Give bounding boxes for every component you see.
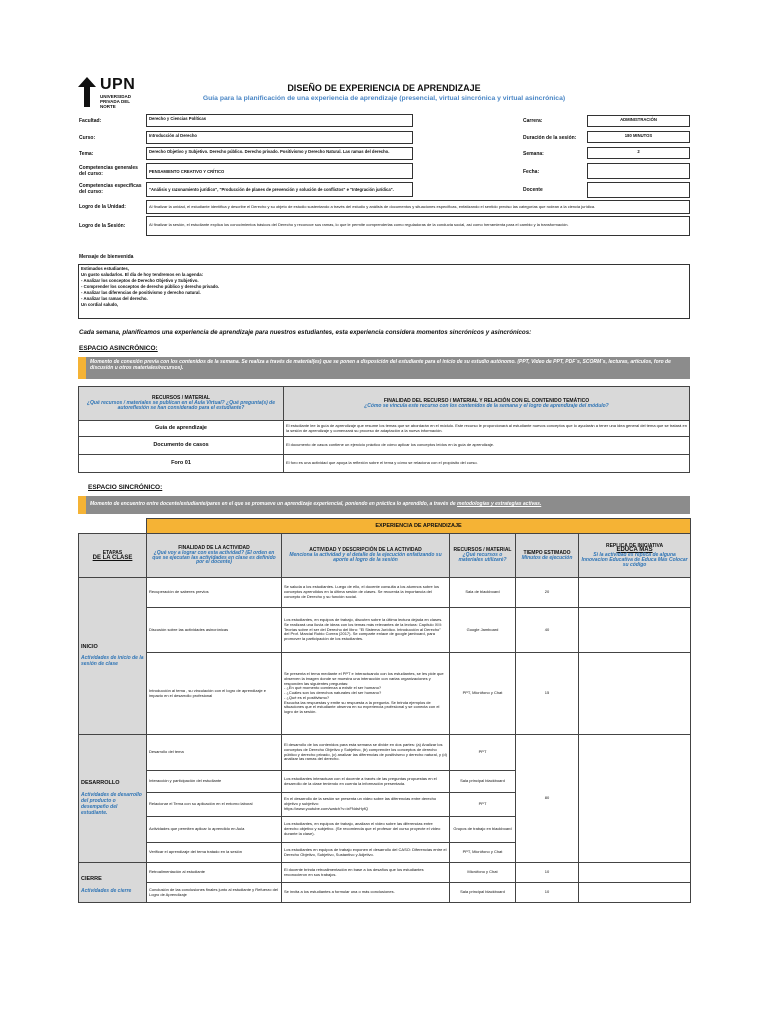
etapas-title: ETAPAS <box>102 549 123 556</box>
intro-line: Cada semana, planificamos una experiencia de aprendizaje para nuestros estudiantes, esta experiencia considera momentos sincrónicos y asincrónicos: <box>79 329 532 336</box>
curso-field: Introducción al Derecho <box>146 131 413 144</box>
tema-label: Tema: <box>79 151 94 157</box>
act-cell: Los estudiantes, en equipos de trabajo, discuten sobre la última lectura dejada en clases. Se realizará una lluvia de ideas con los temas más relevantes de la lectura: Capítulo XIII: Teorías sobre el ser del Derecho del libro: "El Sistema Jurídico. Introducción al Derecho" del Prof. Marcial Rubio Correa (2017). Se comparte enlace de google jamboard, para promover la participación de los estudiantes. <box>282 608 450 653</box>
fin-cell: Recuperación de saberes previos <box>147 578 282 608</box>
carrera-field: ADMINISTRACIÓN <box>587 115 690 127</box>
act-cell: El docente brinda retroalimentación en base a los desafíos que los estudiantes reconocieron en sus trabajos. <box>282 863 450 883</box>
table-row <box>79 735 691 771</box>
table-row <box>79 608 691 653</box>
replica-cell <box>579 883 691 903</box>
bienvenida-label: Mensaje de bienvenida <box>79 254 134 260</box>
col1-title: RECURSOS / MATERIAL <box>152 395 210 402</box>
comp-esp-label: Competencias específicas del curso: <box>79 183 142 195</box>
replica-cell <box>579 608 691 653</box>
finalidad-cell: El estudiante lee la guía de aprendizaje que resume los temas que se abordarán en el módulo. Este recurso le proporcionará al estudiante nuevos conceptos que lo ayudarán a tener una idea general del tema que se tratará en la sesión de aprendizaje y comenzará su proceso de adaptación a la nueva información. <box>284 421 690 437</box>
replica-cell <box>579 735 691 863</box>
facultad-field: Derecho y Ciencias Políticas <box>146 114 413 127</box>
tiempo-title: TIEMPO ESTIMADO <box>523 549 571 556</box>
finalidad-sub: ¿Qué voy a lograr con esta actividad? (El orden en que se ejecutan las actividades en clase es definido por el docente) <box>152 549 276 566</box>
fin-cell: Relacionar el Tema con su aplicación en el entorno laboral <box>147 793 282 817</box>
inicio-stage <box>79 578 147 735</box>
fin-cell: Conclusión de las conclusiones finales junto al estudiante y Refuerzo del Logro de Aprendizaje <box>147 883 282 903</box>
comp-gen-field: PENSAMIENTO CREATIVO Y CRÍTICO <box>146 163 413 179</box>
act-cell: Se presenta el tema mediante el PPT e interactuando con los estudiantes, se les pide que observen la imagen donde se muestra una interacción con varias organizaciones y responden las siguientes preguntas: - ¿En qué momento comienza a existir el ser humano? - ¿Cuáles son los derechos naturales del ser humano? - ¿Qué es el positivismo? Escucha las respuestas y emite su respuesta a la pregunta. Se brinda ejemplos de situaciones que el estudiante observa en su experiencia profesional y se conecta con el logro de la sesión. <box>282 653 450 735</box>
stage-name: INICIO <box>81 643 98 650</box>
bienvenida-line: - Comprender los conceptos de derecho público y derecho privado. <box>81 284 220 289</box>
fin-cell: Interacción y participación del estudiante <box>147 771 282 793</box>
fin-cell: Actividades que permiten aplicar lo aprendido en Aula <box>147 817 282 843</box>
fin-cell: Discusión sobre las actividades asincrónicas <box>147 608 282 653</box>
docente-label: Docente <box>523 187 543 193</box>
time-cell: 15 <box>516 653 579 735</box>
asincrono-table <box>78 386 690 473</box>
table-row <box>79 863 691 883</box>
stage-desc: Actividades de desarrollo del producto o desempeño del estudiante. <box>81 791 142 816</box>
fecha-label: Fecha: <box>523 169 540 175</box>
col2-sub: ¿Cómo se vincula este recurso con los contenidos de la semana y el logro de aprendizaje del módulo? <box>364 402 609 409</box>
carrera-label: Carrera: <box>523 118 543 124</box>
asincrono-title: ESPACIO ASINCRÓNICO: <box>79 345 158 352</box>
fecha-field[interactable] <box>587 163 690 179</box>
rec-cell: Sala principal blackboard <box>450 883 516 903</box>
rec-cell: PPT <box>450 735 516 771</box>
act-cell: Los estudiantes, en equipos de trabajo, analizan el video sobre las diferencias entre derecho objetivo y subjetivo. (Se recomienda que el profesor del curso proyecte el video durante la clase). <box>282 817 450 843</box>
docente-field[interactable] <box>587 182 690 198</box>
time-cell: 40 <box>516 608 579 653</box>
table-row <box>79 653 691 735</box>
replica-sub: Si la actividad es réplica de alguna Innovacion Educativa de Educa Más Colocar su código <box>581 552 688 568</box>
recurso-cell: Foro 01 <box>79 455 284 473</box>
band-stripe <box>78 357 86 379</box>
finalidad-cell: El documento de casos contiene un ejercicio práctico de cómo aplicar los conceptos leídos en la guía de aprendizaje. <box>284 437 690 455</box>
act-cell: Los estudiantes en equipos de trabajo exponen el desarrollo del CASO: Diferencias entre el Derecho Objetivo, Subjetivo, Sustantivo y Adjetivo. <box>282 843 450 863</box>
stage-desc: Actividades de cierre <box>81 887 132 894</box>
tiempo-sub: Minutos de ejecución <box>521 554 573 561</box>
sincrono-band <box>78 496 690 514</box>
replica-cell <box>579 863 691 883</box>
cierre-stage <box>79 863 147 903</box>
rec-cell: Google Jamboard <box>450 608 516 653</box>
finalidad-title: FINALIDAD DE LA ACTIVIDAD <box>178 544 250 551</box>
logro-unidad-label: Logro de la Unidad: <box>79 204 126 210</box>
actividad-header <box>282 534 450 578</box>
col2-title: FINALIDAD DEL RECURSO / MATERIAL Y RELACIÓN CON EL CONTENIDO TEMÁTICO <box>383 397 590 404</box>
time-cell: 10 <box>516 883 579 903</box>
facultad-label: Facultad: <box>79 118 102 124</box>
bienvenida-message <box>78 264 690 319</box>
logo-subtext: UNIVERSIDAD PRIVADA DEL NORTE <box>100 94 132 109</box>
table-row <box>79 437 690 455</box>
page-title: DISEÑO DE EXPERIENCIA DE APRENDIZAJE <box>287 83 481 93</box>
act-cell: Se saluda a los estudiantes. Luego de ello, el docente consulta a los alumnos sobre los conceptos aprendidos en la última sesión de clases. Se recuerda la importancia del concepto de Derecho y su función social. <box>282 578 450 608</box>
replica-title: REPLICA DE INICIATIVA <box>605 542 664 549</box>
col1-sub: ¿Qué recursos / materiales se publican en el Aula Virtual? ¿Qué pregunta(s) de autoreflexión se han considerado para el estudiante? <box>86 400 275 411</box>
semana-field: 2 <box>587 147 690 159</box>
bienvenida-line: Un cordial saludo, <box>81 302 119 307</box>
rec-cell: PPT <box>450 793 516 817</box>
rec-cell: Sala principal blackboard <box>450 771 516 793</box>
replica-cell <box>579 578 691 608</box>
act-cell: Los estudiantes interactuan con el docente a través de las preguntas propuestas en el desarrollo de la clase teniendo en cuenta la información presentada. <box>282 771 450 793</box>
etapas-title2: DE LA CLASE <box>92 554 133 561</box>
fin-cell: Desarrollo del tema <box>147 735 282 771</box>
replica-title2: EDUCA MÁS <box>616 547 653 554</box>
replica-cell <box>579 653 691 735</box>
duracion-field: 180 MINUTOS <box>587 131 690 143</box>
bienvenida-line: Estimados estudiantes, <box>81 266 129 271</box>
semana-label: Semana: <box>523 151 544 157</box>
asincrono-band <box>78 357 690 379</box>
rec-cell: PPT, Micrófono y Chat <box>450 843 516 863</box>
comp-gen-label: Competencias generales del curso: <box>79 165 138 177</box>
sincrono-table <box>78 518 691 903</box>
time-cell: 10 <box>516 863 579 883</box>
bienvenida-line: Un gusto saludarlos. El día de hoy tendremos en la agenda: <box>81 272 204 277</box>
desarrollo-stage <box>79 735 147 863</box>
table-row <box>79 421 690 437</box>
time-cell: 80 <box>516 735 579 863</box>
bienvenida-line: - Analizar las diferencias de positivismo y derecho natural. <box>81 290 201 295</box>
rec-cell: Micrófono y Chat <box>450 863 516 883</box>
sincrono-band-text: Momento de encuentro entre docente/estudiante/pares en el que se promueve un aprendizaje experiencial, poniendo en práctica lo aprendido, a través de <box>90 501 456 507</box>
logo-text: UPN <box>100 76 136 93</box>
fin-cell: Retroalimentación al estudiante <box>147 863 282 883</box>
table-row <box>79 578 691 608</box>
stage-name: CIERRE <box>81 876 102 882</box>
band-stripe <box>78 496 86 514</box>
rec-cell: Sala de blackboard <box>450 578 516 608</box>
duracion-label: Duración de la sesión: <box>523 135 577 141</box>
table-row <box>79 883 691 903</box>
exp-title: EXPERIENCIA DE APRENDIZAJE <box>147 519 691 534</box>
comp-esp-field: "Análisis y razonamiento jurídico", "Producción de planes de prevención y solución de conflictos" e "Integración jurídica". <box>146 182 413 197</box>
recurso-cell: Documento de casos <box>79 437 284 455</box>
actividad-title: ACTIVIDAD Y DESCRIPCIÓN DE LA ACTIVIDAD <box>309 547 422 554</box>
asincrono-col2-header <box>284 387 690 421</box>
actividad-sub: Menciona la actividad y el detalle de la ejecución enfatizando su aporte al logro de la sesión <box>289 552 442 563</box>
replica-header <box>579 534 691 578</box>
asincrono-col1-header <box>79 387 284 421</box>
table-row <box>79 455 690 473</box>
logro-sesion-field: Al finalizar la sesión, el estudiante explica los conocimientos básicos del Derecho y reconoce sus ramas, lo que le permite comprenderlas como reguladoras de la conducta social, así como herramienta para el cambio y la transformación. <box>146 216 690 236</box>
fin-cell: Introducción al tema , su vinculación con el logro de aprendizaje e impacto en el desarrollo profesional <box>147 653 282 735</box>
stage-desc: Actividades de inicio de la sesión de clase <box>81 655 144 668</box>
page-subtitle: Guía para la planificación de una experiencia de aprendizaje (presencial, virtual sincrónica y virtual asincrónica) <box>202 95 566 102</box>
sincrono-title: ESPACIO SINCRÓNICO: <box>88 484 163 491</box>
sincrono-band-link[interactable]: metodologías y estrategias activas. <box>457 501 542 507</box>
tiempo-header <box>516 534 579 578</box>
fin-cell: Verificar el aprendizaje del tema tratado en la sesión <box>147 843 282 863</box>
stage-name: DESARROLLO <box>81 780 120 787</box>
recursos-title: RECURSOS / MATERIAL <box>453 547 512 554</box>
rec-cell: Grupos de trabajo en blackboard <box>450 817 516 843</box>
act-cell: En el desarrollo de la sesión se presenta un video sobre las diferencias entre derecho objetivo y subjetivo: https://www.youtube.com/watch?v=ixFNdsHyfQ <box>282 793 450 817</box>
logro-sesion-label: Logro de la Sesión: <box>79 223 126 229</box>
finalidad-cell: El foro es una actividad que apoya la reflexión sobre el tema y cómo se relaciona con el propósito del curso. <box>284 455 690 473</box>
time-cell: 20 <box>516 578 579 608</box>
recursos-header <box>450 534 516 578</box>
finalidad-header <box>147 534 282 578</box>
act-cell: El desarrollo de los contenidos para esta semana se divide en dos partes: (a) Analizar los conceptos de Derecho Objetivo y Subjetivo, (b) comprender los conceptos de derecho público y derecho privado, (c) analizar las diferencias de positivismo y derecho natural, y (d) analizar las ramas del derecho. <box>282 735 450 771</box>
logro-unidad-field: Al finalizar la unidad, el estudiante identifica y describe el Derecho y su objeto de estudio sustentando a través del estudio y análisis de documentos y situaciones específicas, enfatizando el sentido preciso las categorías que rodean a la ciencia jurídica. <box>146 200 690 214</box>
asincrono-band-text: Momento de conexión previa con los contenidos de la semana. Se realiza a través de material(es) que se ponen a disposición del estudiante para el inicio de su estudio autónomo. (PPT, Video de PPT, PDF´s, SCORM´s, lecturas, artículos, foro de discusión u otros materiales/recursos). <box>90 359 671 371</box>
etapas-header <box>79 534 147 578</box>
rec-cell: PPT, Micrófono y Chat <box>450 653 516 735</box>
act-cell: Se invita a los estudiantes a formular una o más conclusiones. <box>282 883 450 903</box>
bienvenida-line: - Analizar los conceptos de Derecho Objetivo y Subjetivo. <box>81 278 199 283</box>
tema-field: Derecho Objetivo y Subjetivo. Derecho público. Derecho privado. Positivismo y Derecho Natural. Las ramas del derecho. <box>146 147 413 160</box>
recurso-cell: Guía de aprendizaje <box>79 421 284 437</box>
bienvenida-line: - Analizar las ramas del derecho. <box>81 296 148 301</box>
curso-label: Curso: <box>79 135 96 141</box>
recursos-sub: ¿Qué recursos o materiales utilizaré? <box>458 552 507 563</box>
